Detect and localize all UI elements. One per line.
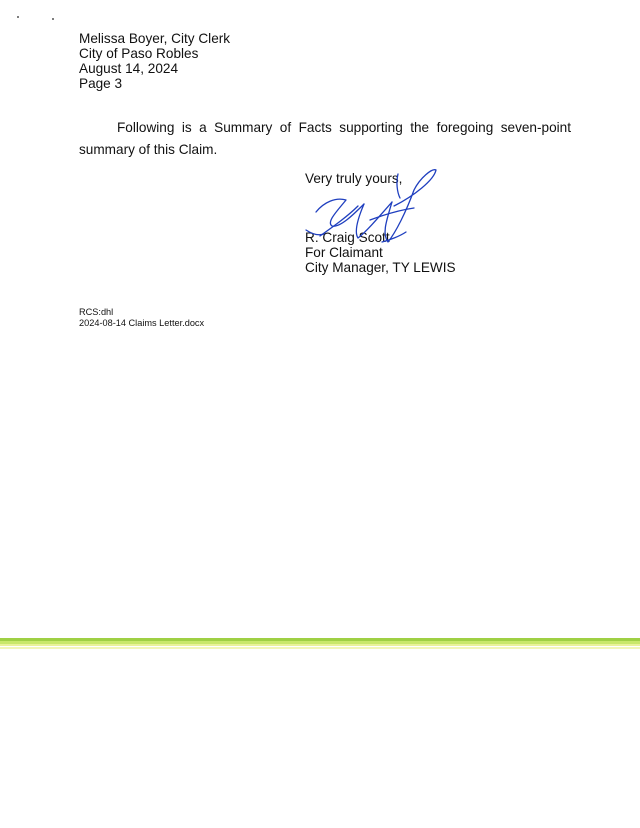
document-filename: 2024-08-14 Claims Letter.docx [79,318,205,328]
typist-initials: RCS:dhl [79,307,114,317]
date-line: August 14, 2024 [79,61,179,76]
recipient-line: Melissa Boyer, City Clerk [79,31,231,46]
scan-edge-stripe [0,647,640,649]
page-number: Page 3 [79,76,123,91]
scan-speck [17,16,19,18]
body-paragraph: Following is a Summary of Facts supporting the foregoing seven-point summary of this Claim. [79,120,571,157]
signer-role: For Claimant [305,245,383,260]
salutation: Very truly yours, [305,171,403,186]
letter-header [79,31,230,91]
handwritten-signature [296,162,446,252]
signer-detail: City Manager, TY LEWIS [305,260,456,275]
scan-speck [52,18,54,20]
organization-line: City of Paso Robles [79,46,199,61]
signer-name: R. Craig Scott [305,230,390,245]
scan-edge-stripe [0,644,640,646]
reference-block [79,307,204,329]
